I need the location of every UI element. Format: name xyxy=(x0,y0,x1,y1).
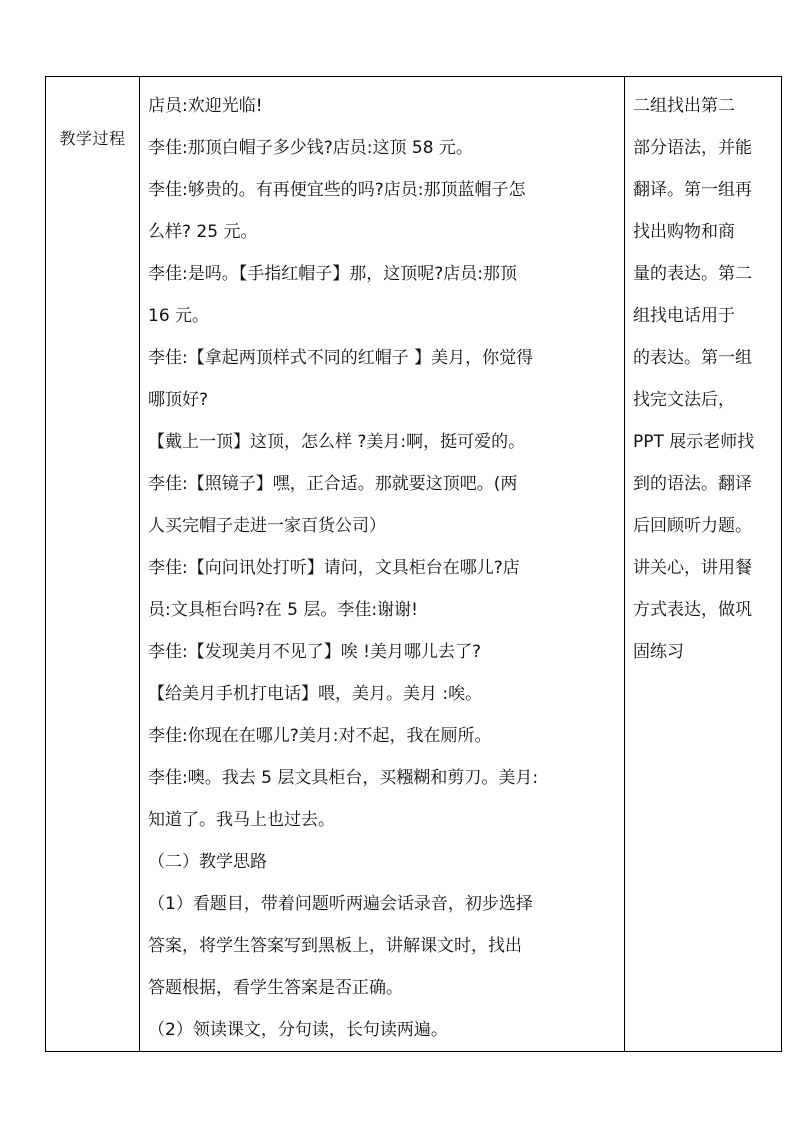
table-row xyxy=(46,77,782,1052)
section-label-cell xyxy=(46,77,140,1052)
text-line: 【戴上一顶】这顶，怎么样 ?美月:啊，挺可爱的。 xyxy=(148,432,526,452)
text-line: 人买完帽子走进一家百货公司） xyxy=(148,516,386,536)
text-line: 知道了。我马上也过去。 xyxy=(148,810,335,830)
teaching-notes xyxy=(625,77,781,673)
text-line: 哪顶好? xyxy=(148,390,209,410)
text-line: （二）教学思路 xyxy=(148,852,267,872)
text-line: 李佳:【拿起两顶样式不同的红帽子 】美月，你觉得 xyxy=(148,348,534,368)
text-line: 固练习 xyxy=(633,642,684,662)
content-cell xyxy=(140,77,625,1052)
text-line: 量的表达。第二 xyxy=(633,264,752,284)
text-line: PPT 展示老师找 xyxy=(633,432,755,452)
text-line: 【给美月手机打电话】喂，美月。美月 :唉。 xyxy=(148,684,483,704)
text-line: 店员:欢迎光临! xyxy=(148,96,263,116)
text-line: 李佳:是吗。【手指红帽子】那，这顶呢?店员:那顶 xyxy=(148,264,517,284)
lesson-plan-table xyxy=(45,76,782,1052)
notes-cell xyxy=(625,77,782,1052)
text-line: 讲关心，讲用餐 xyxy=(633,558,752,578)
text-line: 找完文法后， xyxy=(633,390,735,410)
dialogue-text xyxy=(140,77,624,1051)
text-line: 16 元。 xyxy=(148,306,210,326)
text-line: 李佳:【发现美月不见了】唉 !美月哪儿去了? xyxy=(148,642,481,662)
text-line: 李佳:够贵的。有再便宜些的吗?店员:那顶蓝帽子怎 xyxy=(148,180,526,200)
text-line: 的表达。第一组 xyxy=(633,348,752,368)
text-line: 李佳:那顶白帽子多少钱?店员:这顶 58 元。 xyxy=(148,138,473,158)
section-label: 教学过程 xyxy=(59,129,126,148)
text-line: 李佳:你现在在哪儿?美月:对不起，我在厕所。 xyxy=(148,726,492,746)
text-line: 李佳:【向问讯处打听】请问，文具柜台在哪儿?店 xyxy=(148,558,520,578)
text-line: 组找电话用于 xyxy=(633,306,735,326)
text-line: 么样? 25 元。 xyxy=(148,222,258,242)
text-line: 员:文具柜台吗?在 5 层。李佳:谢谢! xyxy=(148,600,418,620)
text-line: 找出购物和商 xyxy=(633,222,735,242)
text-line: 答题根据，看学生答案是否正确。 xyxy=(148,978,403,998)
text-line: 到的语法。翻译 xyxy=(633,474,752,494)
text-line: 后回顾听力题。 xyxy=(633,516,752,536)
text-line: （1）看题目，带着问题听两遍会话录音，初步选择 xyxy=(148,894,533,914)
text-line: 答案，将学生答案写到黑板上，讲解课文时，找出 xyxy=(148,936,522,956)
text-line: 李佳:【照镜子】嘿，正合适。那就要这顶吧。(两 xyxy=(148,474,518,494)
text-line: 部分语法，并能 xyxy=(633,138,752,158)
text-line: （2）领读课文，分句读，长句读两遍。 xyxy=(148,1020,448,1040)
text-line: 李佳:噢。我去 5 层文具柜台，买糨糊和剪刀。美月: xyxy=(148,768,539,788)
text-line: 方式表达，做巩 xyxy=(633,600,752,620)
text-line: 二组找出第二 xyxy=(633,96,735,116)
text-line: 翻译。第一组再 xyxy=(633,180,752,200)
